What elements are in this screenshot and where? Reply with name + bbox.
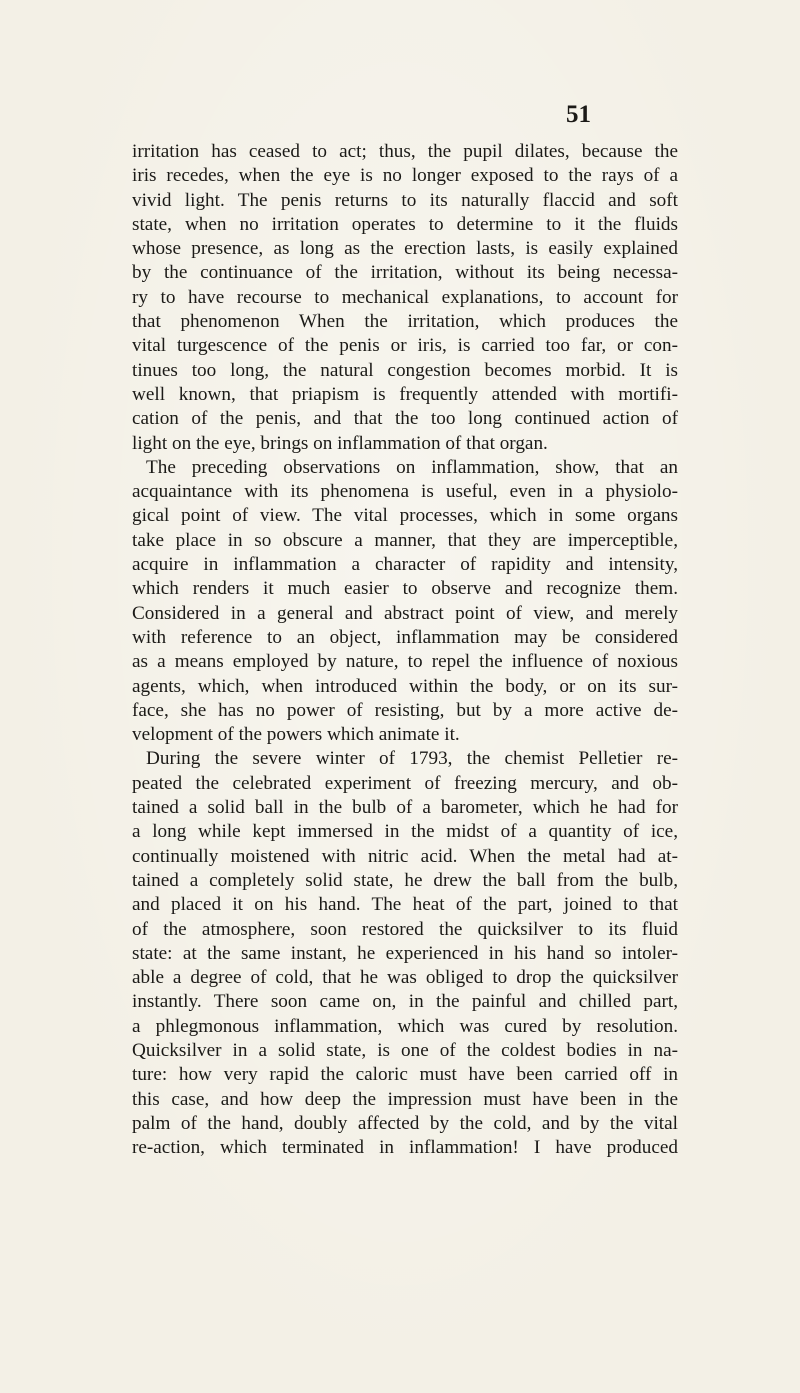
- text-line: face, she has no power of resisting, but by a more active de-: [132, 699, 678, 721]
- text-line: irritation has ceased to act; thus, the pupil dilates, because the: [132, 141, 678, 162]
- text-line: take place in so obscure a manner, that they are imperceptible,: [132, 529, 678, 551]
- page-number: 51: [566, 101, 591, 128]
- text-line: gical point of view. The vital processes, which in some organs: [132, 505, 678, 527]
- text-line: a phlegmonous inflammation, which was cured by resolution.: [132, 1015, 678, 1037]
- text-line: and placed it on his hand. The heat of the part, joined to that: [132, 894, 678, 916]
- text-line: state: at the same instant, he experienced in his hand so intoler-: [132, 942, 678, 964]
- text-line: acquaintance with its phenomena is useful, even in a physiolo-: [132, 481, 678, 503]
- text-line: ture: how very rapid the caloric must have been carried off in: [132, 1064, 678, 1086]
- text-line: tained a completely solid state, he drew the ball from the bulb,: [132, 869, 678, 891]
- text-line: continually moistened with nitric acid. When the metal had at-: [132, 845, 678, 867]
- text-line: vivid light. The penis returns to its naturally flaccid and soft: [132, 189, 678, 211]
- text-line: which renders it much easier to observe and recognize them.: [132, 578, 678, 600]
- text-line: as a means employed by nature, to repel the influence of noxious: [132, 651, 678, 673]
- text-line: able a degree of cold, that he was obliged to drop the quicksilver: [132, 967, 678, 989]
- text-line: velopment of the powers which animate it.: [132, 724, 460, 746]
- text-line: well known, that priapism is frequently attended with mortifi-: [132, 383, 678, 405]
- text-line: ry to have recourse to mechanical explanations, to account for: [132, 286, 678, 308]
- text-line: vital turgescence of the penis or iris, is carried too far, or con-: [132, 335, 678, 357]
- text-line: whose presence, as long as the erection lasts, is easily explained: [132, 238, 678, 260]
- text-line: acquire in inflammation a character of rapidity and intensity,: [132, 554, 678, 576]
- text-line: Quicksilver in a solid state, is one of the coldest bodies in na-: [132, 1039, 678, 1061]
- text-line: state, when no irritation operates to determine to it the fluids: [132, 213, 678, 235]
- body-text: [132, 140, 678, 1160]
- text-line: cation of the penis, and that the too long continued action of: [132, 408, 678, 430]
- text-line: light on the eye, brings on inflammation of that organ.: [132, 432, 548, 454]
- text-line: by the continuance of the irritation, without its being necessa-: [132, 262, 678, 284]
- text-line: Considered in a general and abstract point of view, and merely: [132, 602, 678, 624]
- text-line: palm of the hand, doubly affected by the cold, and by the vital: [132, 1112, 678, 1134]
- text-line: re-action, which terminated in inflammation! I have produced: [132, 1137, 678, 1159]
- text-line: tained a solid ball in the bulb of a barometer, which he had for: [132, 797, 678, 819]
- text-line: tinues too long, the natural congestion becomes morbid. It is: [132, 359, 678, 381]
- text-line: The preceding observations on inflammation, show, that an: [146, 456, 678, 478]
- text-line: agents, which, when introduced within the body, or on its sur-: [132, 675, 678, 697]
- text-line: iris recedes, when the eye is no longer exposed to the rays of a: [132, 165, 678, 187]
- text-line: with reference to an object, inflammation may be considered: [132, 626, 678, 648]
- text-line: instantly. There soon came on, in the painful and chilled part,: [132, 991, 678, 1013]
- text-line: that phenomenon When the irritation, which produces the: [132, 311, 678, 333]
- text-line: peated the celebrated experiment of freezing mercury, and ob-: [132, 772, 678, 794]
- text-line: of the atmosphere, soon restored the quicksilver to its fluid: [132, 918, 678, 940]
- text-line: During the severe winter of 1793, the chemist Pelletier re-: [146, 748, 678, 770]
- text-line: this case, and how deep the impression must have been in the: [132, 1088, 678, 1110]
- text-line: a long while kept immersed in the midst of a quantity of ice,: [132, 821, 678, 843]
